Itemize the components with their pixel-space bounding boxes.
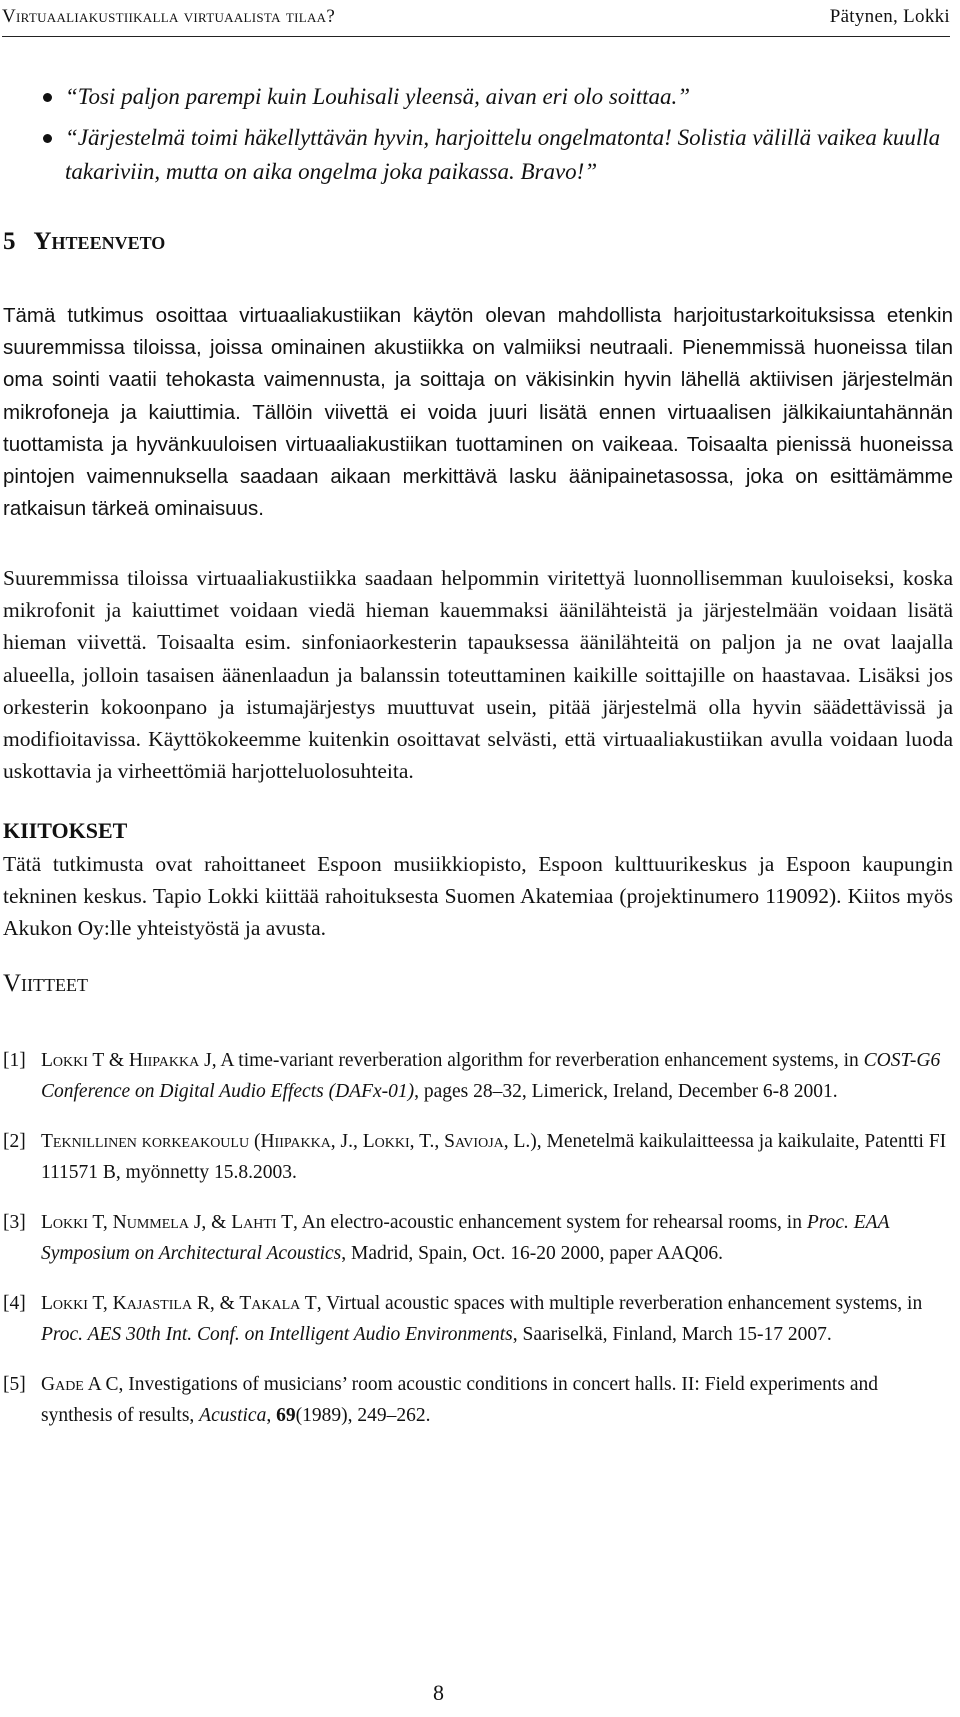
reference-title: , Menetelmä kaikulaitteessa ja kaikulaite, Patentti FI 111571 B, myönnetty 15.8.2003. [41,1131,947,1183]
section-heading [3,228,165,256]
reference-list [3,1045,953,1450]
reference-number: [4] [3,1293,26,1314]
reference-title: , An electro-acoustic enhancement system for rehearsal rooms, in [292,1212,807,1233]
bullet-icon [43,93,52,102]
section-title: Yhteenveto [33,228,166,255]
reference-volume: 69 [276,1405,296,1426]
reference-details: , pages 28–32, Limerick, Ireland, December 6-8 2001. [414,1081,838,1102]
quote-text: “Tosi paljon parempi kuin Louhisali yleensä, aivan eri olo soittaa.” [65,84,691,109]
page-number: 8 [433,1680,444,1705]
acknowledgements-text: Tätä tutkimusta ovat rahoittaneet Espoon musiikkiopisto, Espoon kulttuurikeskus ja Espoon kaupungin tekninen keskus. Tapio Lokki kiittää rahoituksesta Suomen Akatemiaa (projektinumero 119092). Kiitos myös Akukon Oy:lle yhteistyöstä ja avusta. [3,852,953,941]
reference-venue: COST-G6 Conference on Digital Audio Effects (DAFx-01) [41,1050,941,1102]
reference-details: , Madrid, Spain, Oct. 16-20 2000, paper AAQ06. [341,1243,724,1264]
bullet-icon [43,134,52,143]
reference-details: (1989), 249–262. [295,1405,431,1426]
reference-details: , Saariselkä, Finland, March 15-17 2007. [512,1324,832,1345]
reference-venue: Proc. AES 30th Int. Conf. on Intelligent Audio Environments [41,1324,513,1345]
reference-number: [5] [3,1374,26,1395]
running-header [2,2,950,37]
paragraph: Suuremmissa tiloissa virtuaaliakustiikka saadaan helpommin viritettyä luonnollisemman kuuloiseksi, koska mikrofonit ja kaiuttimet voidaan viedä hieman kauemmaksi äänilähteistä ja järjestelmään voidaan lisätä hieman viivettä. Toisaalta esim. sinfoniaorkesterin tapauksessa äänilähteitä on paljon ja ne ovat laajalla alueella, jolloin tasaisen äänenlaadun ja balanssin toteuttaminen kaikille soittajille on haastavaa. Lisäksi jos orkesterin kokoonpano ja istumajärjestys muuttuvat usein, pitää järjestelmä olla hyvin säädettävissä ja modifioitavissa. Käyttökokeemme kuitenkin osoittavat selvästi, että virtuaaliakustiikan avulla voidaan luoda uskottavia ja virheettömiä harjotteluolosuhteita. [3,566,953,784]
header-title: Virtuaaliakustiikalla virtuaalista tilaa? [2,6,336,27]
reference-item [3,1126,953,1188]
reference-venue: Proc. EAA Symposium on Architectural Acoustics [41,1212,890,1264]
reference-venue: Acustica [199,1405,267,1426]
reference-authors: Lokki T, Kajastila R, & Takala T [41,1293,317,1314]
reference-item [3,1045,953,1107]
reference-item [3,1207,953,1269]
list-item [3,80,953,114]
reference-title: , A time-variant reverberation algorithm for reverberation enhancement systems, in [211,1050,864,1071]
reference-authors: Gade A C [41,1374,119,1395]
reference-item: [5] Gade A C, Investigations of musicians’ room acoustic conditions in concert halls. II: Field experiments and synthesis of results, Acustica, 69(1989), 249–262. [3,1369,953,1431]
reference-number: [1] [3,1050,26,1071]
header-authors: Pätynen, Lokki [829,6,950,27]
reference-title: , Virtual acoustic spaces with multiple reverberation enhancement systems, in [316,1293,923,1314]
quote-text: “Järjestelmä toimi häkellyttävän hyvin, harjoittelu ongelmatonta! Solistia välillä vaikea kuulla takariviin, mutta on aika ongelma joka paikassa. Bravo!” [65,125,941,184]
list-item [3,121,953,189]
acknowledgements-heading: KIITOKSET [3,818,128,843]
quote-list [3,80,953,196]
reference-item [3,1288,953,1350]
reference-number: [2] [3,1131,26,1152]
reference-authors: Teknillinen korkeakoulu (Hiipakka, J., Lokki, T., Savioja, L.) [41,1131,537,1152]
reference-title: , Investigations of musicians’ room acoustic conditions in concert halls. II: Field experiments and synthesis of results, [41,1374,878,1426]
references-heading: Viitteet [3,970,89,997]
reference-authors: Lokki T, Nummela J, & Lahti T [41,1212,293,1233]
section-number: 5 [3,228,16,255]
reference-authors: Lokki T & Hiipakka J [41,1050,212,1071]
reference-number: [3] [3,1212,26,1233]
paragraph: Tämä tutkimus osoittaa virtuaaliakustiikan käytön olevan mahdollista harjoitustarkoituksissa etenkin suuremmissa tiloissa, joissa ominainen akustiikka on valmiiksi neutraali. Pienemmissä huoneissa tilan oma sointi vaatii tehokasta vaimennusta, ja soittaja on väkisinkin hyvin lähellä aktiivisen järjestelmän mikrofoneja ja kaiuttimia. Tällöin viivettä ei voida juuri lisätä ennen virtuaalisen jälkikaiuntahännän tuottamista ja hyvänkuuloisen virtuaaliakustiikan tuottaminen on vaikeaa. Toisaalta pienissä huoneissa pintojen vaimennuksella saadaan aikaan merkittävä lasku äänipainetasossa, joka on esittämämme ratkaisun tärkeä ominaisuus. [3,304,953,521]
